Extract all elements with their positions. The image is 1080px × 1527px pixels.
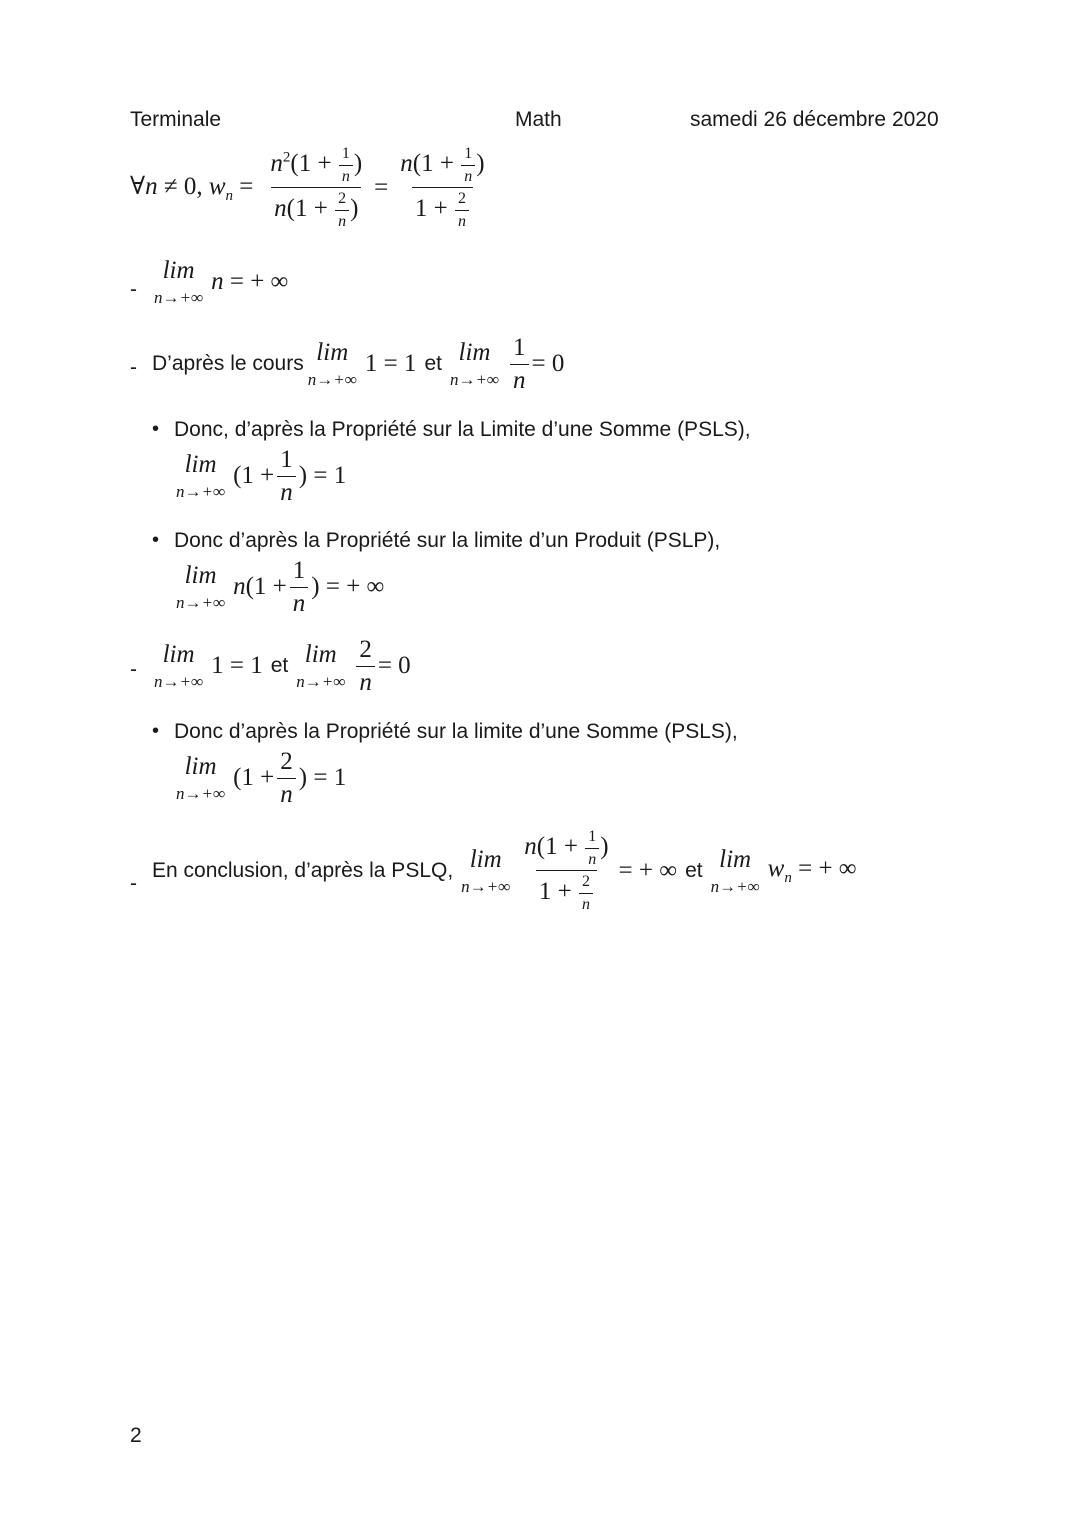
list-dash: - <box>130 278 137 301</box>
limit-n-line: lim n→+∞ n = + ∞ <box>154 257 289 307</box>
psls-statement-2: Donc d’après la Propriété sur la limite d’une Somme (PSLS), <box>174 720 738 743</box>
bullet: • <box>152 529 160 551</box>
psls-statement-1: Donc, d’après la Propriété sur la Limite d’une Somme (PSLS), <box>174 418 751 441</box>
header-subject-level: Terminale <box>130 108 222 131</box>
header-course: Math <box>515 108 562 131</box>
conclusion-text: En conclusion, d’après la PSLQ, <box>152 858 454 882</box>
pslp-statement: Donc d’après la Propriété sur la limite d’un Produit (PSLP), <box>174 529 721 552</box>
list-dash: - <box>130 658 137 681</box>
limit-n-times-sum: lim n→+∞ n(1 + $\frac{1}{n}$ ) = + ∞ <box>176 557 385 617</box>
cours-text: D’après le cours <box>152 352 304 375</box>
wn-definition-equation: ∀n ≠ 0, $w_n$ = $n^2(1$ + $\frac{1}{n}$ ) n(1 + $\frac{2}{n}$ ) = n(1 + $\frac{1}{n}$ ) 1 + $\frac{2}{n}$ <box>130 145 485 230</box>
cours-limits-line: D’après le cours lim n→+∞ 1 = 1 et lim n→+∞ $\frac{1}{n}$ = 0 <box>152 334 565 394</box>
limit-1-plus-1-over-n: lim n→+∞ (1 + $\frac{1}{n}$ ) = 1 <box>176 446 347 506</box>
page-number: 2 <box>130 1424 142 1447</box>
conclusion-line: En conclusion, d’après la PSLQ, lim n→+∞ n(1 + $\frac{1}{n}$ ) 1 + $\frac{2}{n}$ = + ∞ et lim n→+∞ $w_n$ = + ∞ <box>152 828 857 913</box>
list-dash: - <box>130 872 137 895</box>
bullet: • <box>152 418 160 440</box>
limit-1-plus-2-over-n: lim n→+∞ (1 + $\frac{2}{n}$ ) = 1 <box>176 748 347 808</box>
list-dash: - <box>130 356 137 379</box>
bullet: • <box>152 720 160 742</box>
header-date: samedi 26 décembre 2020 <box>690 108 939 131</box>
limits-1-and-2-over-n: lim n→+∞ 1 = 1 et lim n→+∞ $\frac{2}{n}$ = 0 <box>154 636 411 696</box>
